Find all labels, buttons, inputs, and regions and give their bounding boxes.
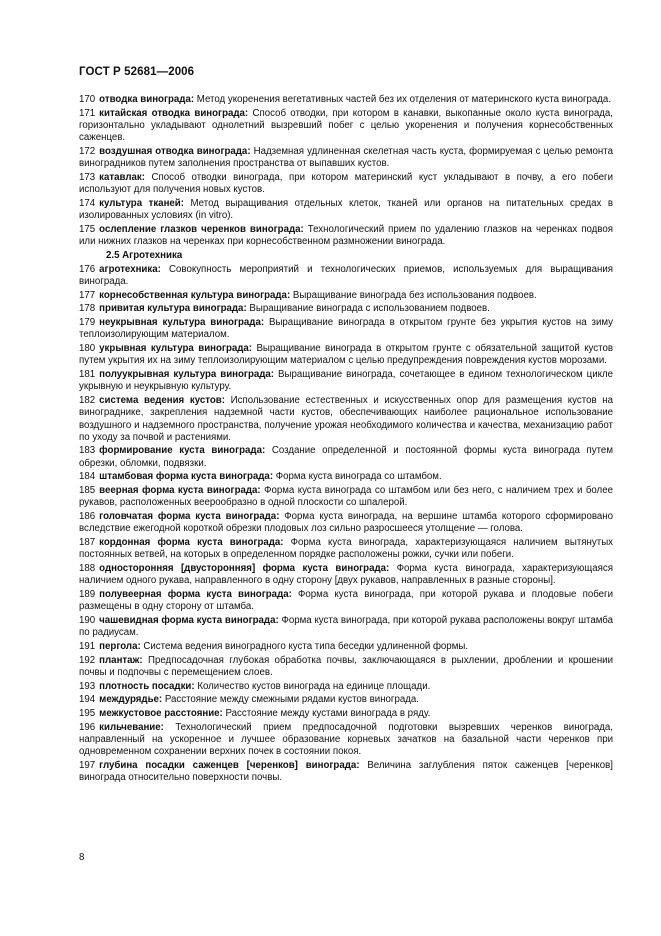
entry-definition: Технологический прием предпосадочной подготовки вызревших черенков винограда, направленный на ускоренное и лучшее образование корневых зачатков на базальной части черенков при одновременном сохранении верхних почек в состоянии покоя. [79, 721, 613, 758]
entry-number: 196 [79, 721, 96, 733]
term-entry [79, 708, 613, 720]
entry-number: 194 [79, 694, 96, 706]
entry-term: односторонняя [двусторонняя] форма куста винограда: [99, 563, 390, 575]
entry-definition: Использование естественных и искусственных опор для размещения кустов на винограднике, закрепления надземной части кустов, обеспечивающих наиболее рациональное использование воздушного и надземного пространства, получение урожая необходимого количества и качества, механизацию работ по уходу за почвой и растениями. [79, 394, 613, 443]
term-entry [79, 172, 613, 197]
entry-definition: Способ отводки винограда, при котором материнский куст укладывают в почву, а его побеги используют для получения новых кустов. [79, 171, 613, 196]
entry-number: 191 [79, 641, 96, 653]
entry-number: 188 [79, 563, 96, 575]
term-entry [79, 722, 613, 759]
term-entry [79, 94, 613, 106]
entry-term: полуукрывная культура винограда: [99, 368, 275, 380]
entry-definition: Выращивание винограда в открытом грунте с обязательной защитой кустов путем укрытия их на зиму теплоизолирующим материалом с целью предупреждения повреждения кустов морозами. [79, 342, 613, 367]
entry-definition: Величина заглубления пяток саженцев [черенков] винограда относительно поверхности почвы. [79, 760, 613, 784]
term-entry [79, 317, 613, 342]
entry-definition: Создание определенной и постоянной формы куста винограда путем обрезки, обломки, подвязки. [79, 445, 613, 469]
entry-number: 192 [79, 654, 96, 666]
term-entry [79, 641, 613, 653]
entry-definition: Форма куста винограда, характеризующаяся наличием вытянутых постоянных ветвей, на которых в определенном порядке расположены рожки, сучки или побеги. [79, 537, 613, 561]
entry-number: 179 [79, 316, 96, 328]
entry-term: привитая культура винограда: [99, 303, 247, 315]
entry-number: 171 [79, 107, 96, 119]
entry-term: воздушная отводка винограда: [99, 145, 251, 157]
entry-number: 183 [79, 445, 96, 457]
entry-definition: Форма куста винограда со штамбом. [275, 471, 442, 483]
entry-term: ослепление глазков черенков винограда: [99, 223, 304, 235]
entry-number: 174 [79, 197, 96, 209]
entry-definition: Выращивание винограда, сочетающее в едином технологическом цикле укрывную и неукрывную культуру. [79, 368, 613, 393]
entry-definition: Технологический прием по удалению глазков на черенках подвоя или нижних глазков на черенках при корнесобственном размножении винограда. [79, 223, 613, 248]
entry-number: 175 [79, 223, 96, 235]
entry-term: межкустовое расстояние: [99, 708, 223, 720]
entry-term: плантаж: [99, 654, 143, 666]
entry-term: полувеерная форма куста винограда: [99, 589, 292, 601]
entry-term: штамбовая форма куста винограда: [99, 471, 274, 483]
entry-definition: Способ отводки, при котором в канавки, выкопанные около куста винограда, горизонтально укладывают однолетний вызревший побег с целью укоренения и получения корнесобственных саженцев. [79, 107, 613, 144]
term-entry [79, 537, 613, 562]
entry-definition: Расстояние между смежными рядами кустов винограда. [164, 694, 419, 706]
term-entry [79, 694, 613, 706]
entry-definition: Выращивание винограда без использования подвоев. [292, 289, 537, 301]
entry-number: 197 [79, 760, 96, 772]
term-entry [79, 563, 613, 588]
entry-number: 173 [79, 171, 96, 183]
term-entry [79, 395, 613, 444]
entry-number: 190 [79, 615, 96, 627]
entry-number: 181 [79, 368, 96, 380]
entry-definition: Расстояние между кустами винограда в ряду. [225, 708, 431, 720]
entry-number: 178 [79, 303, 96, 315]
entry-definition: Метод выращивания отдельных клеток, тканей или органов на питательных средах в изолированных условиях (in vitro). [79, 197, 613, 222]
term-entry [79, 198, 613, 223]
entry-number: 176 [79, 263, 96, 275]
entry-definition: Количество кустов винограда на единице площади. [197, 680, 431, 692]
entry-number: 177 [79, 289, 96, 301]
page-number: 8 [79, 852, 85, 863]
document-header: ГОСТ Р 52681—2006 [79, 66, 195, 78]
entry-definition: Форма куста винограда, на вершине штамба которого сформировано вследствие ежегодной короткой обрезки плодовых лоз сильно разросшееся утолщение — голова. [79, 511, 613, 535]
entry-number: 187 [79, 537, 96, 549]
term-entry [79, 343, 613, 368]
term-entry [79, 290, 613, 302]
term-entry [79, 655, 613, 680]
entry-term: пергола: [99, 641, 141, 653]
term-entry [79, 589, 613, 614]
entry-definition: Совокупность мероприятий и технологических приемов, используемых для выращивания винограда. [79, 263, 613, 287]
entry-term: укрывная культура винограда: [99, 342, 253, 354]
term-entry [79, 146, 613, 171]
entry-definition: Форма куста винограда со штамбом или без него, с наличием трех и более рукавов, расположенных веерообразно в одной плоскости со шпалерой. [79, 485, 613, 509]
entry-definition: Система ведения виноградного куста типа беседки удлиненной формы. [143, 641, 469, 653]
entry-definition: Выращивание винограда в открытом грунте без укрытия кустов на зиму теплоизолирующим материалом. [79, 316, 613, 341]
entry-definition: Форма куста винограда, при которой рукава расположены вокруг штамба по радиусам. [79, 615, 614, 639]
entry-definition: Выращивание винограда с использованием подвоев. [249, 303, 490, 315]
term-entry [79, 681, 613, 693]
document-body [79, 94, 613, 786]
entry-term: формирование куста винограда: [99, 445, 266, 457]
entry-term: плотность посадки: [99, 680, 195, 692]
entry-definition: Метод укоренения вегетативных частей без их отделения от материнского куста винограда. [196, 94, 612, 105]
entry-term: агротехника: [99, 263, 161, 275]
entry-definition: Надземная удлиненная скелетная часть куста, формируемая с целью ремонта виноградников путем заполнения пространства от выпавших кустов. [79, 145, 613, 170]
entry-term: корнесобственная культура винограда: [99, 289, 291, 301]
term-entry [79, 264, 613, 289]
entry-term: чашевидная форма куста винограда: [99, 615, 279, 627]
entry-number: 193 [79, 680, 96, 692]
entry-term: отводка винограда: [99, 94, 195, 105]
term-entry [79, 303, 613, 315]
term-entry [79, 471, 613, 483]
entry-term: культура тканей: [99, 197, 184, 209]
term-entry [79, 511, 613, 536]
entry-term: система ведения кустов: [99, 394, 225, 406]
entry-definition: Форма куста винограда, характеризующаяся наличием одного рукава, направленного в одну сторону [двух рукавов, направленных в разные стороны]. [79, 563, 613, 587]
entry-number: 195 [79, 708, 96, 720]
term-entry [79, 445, 613, 470]
term-entry [79, 760, 613, 785]
entry-number: 189 [79, 589, 96, 601]
entry-number: 180 [79, 342, 96, 354]
entry-definition: Форма куста винограда, при которой рукава и плодовые побеги размещены в одну сторону от штамба. [79, 589, 613, 613]
entry-term: китайская отводка винограда: [99, 107, 249, 119]
entry-term: неукрывная культура винограда: [99, 316, 265, 328]
term-entry [79, 369, 613, 394]
entry-definition: Предпосадочная глубокая обработка почвы, заключающаяся в рыхлении, дроблении и крошении почвы и подпочвы с перемещением слоев. [79, 654, 613, 679]
term-entry [79, 224, 613, 249]
term-entry [79, 615, 613, 640]
entry-term: веерная форма куста винограда: [99, 485, 261, 497]
entry-term: междурядье: [99, 694, 163, 706]
term-entry [79, 485, 613, 510]
entry-number: 185 [79, 485, 96, 497]
entry-term: катавлак: [99, 171, 145, 183]
term-entry [79, 108, 613, 145]
entry-term: глубина посадки саженцев [черенков] винограда: [99, 760, 360, 772]
entry-term: кордонная форма куста винограда: [99, 537, 284, 549]
entry-term: головчатая форма куста винограда: [99, 511, 280, 523]
entry-term: кильчевание: [99, 721, 164, 733]
section-heading: 2.5 Агротехника [106, 249, 183, 261]
entry-number: 172 [79, 145, 96, 157]
entry-number: 184 [79, 471, 96, 483]
entry-number: 182 [79, 394, 96, 406]
entry-number: 186 [79, 511, 96, 523]
entry-number: 170 [79, 94, 96, 105]
